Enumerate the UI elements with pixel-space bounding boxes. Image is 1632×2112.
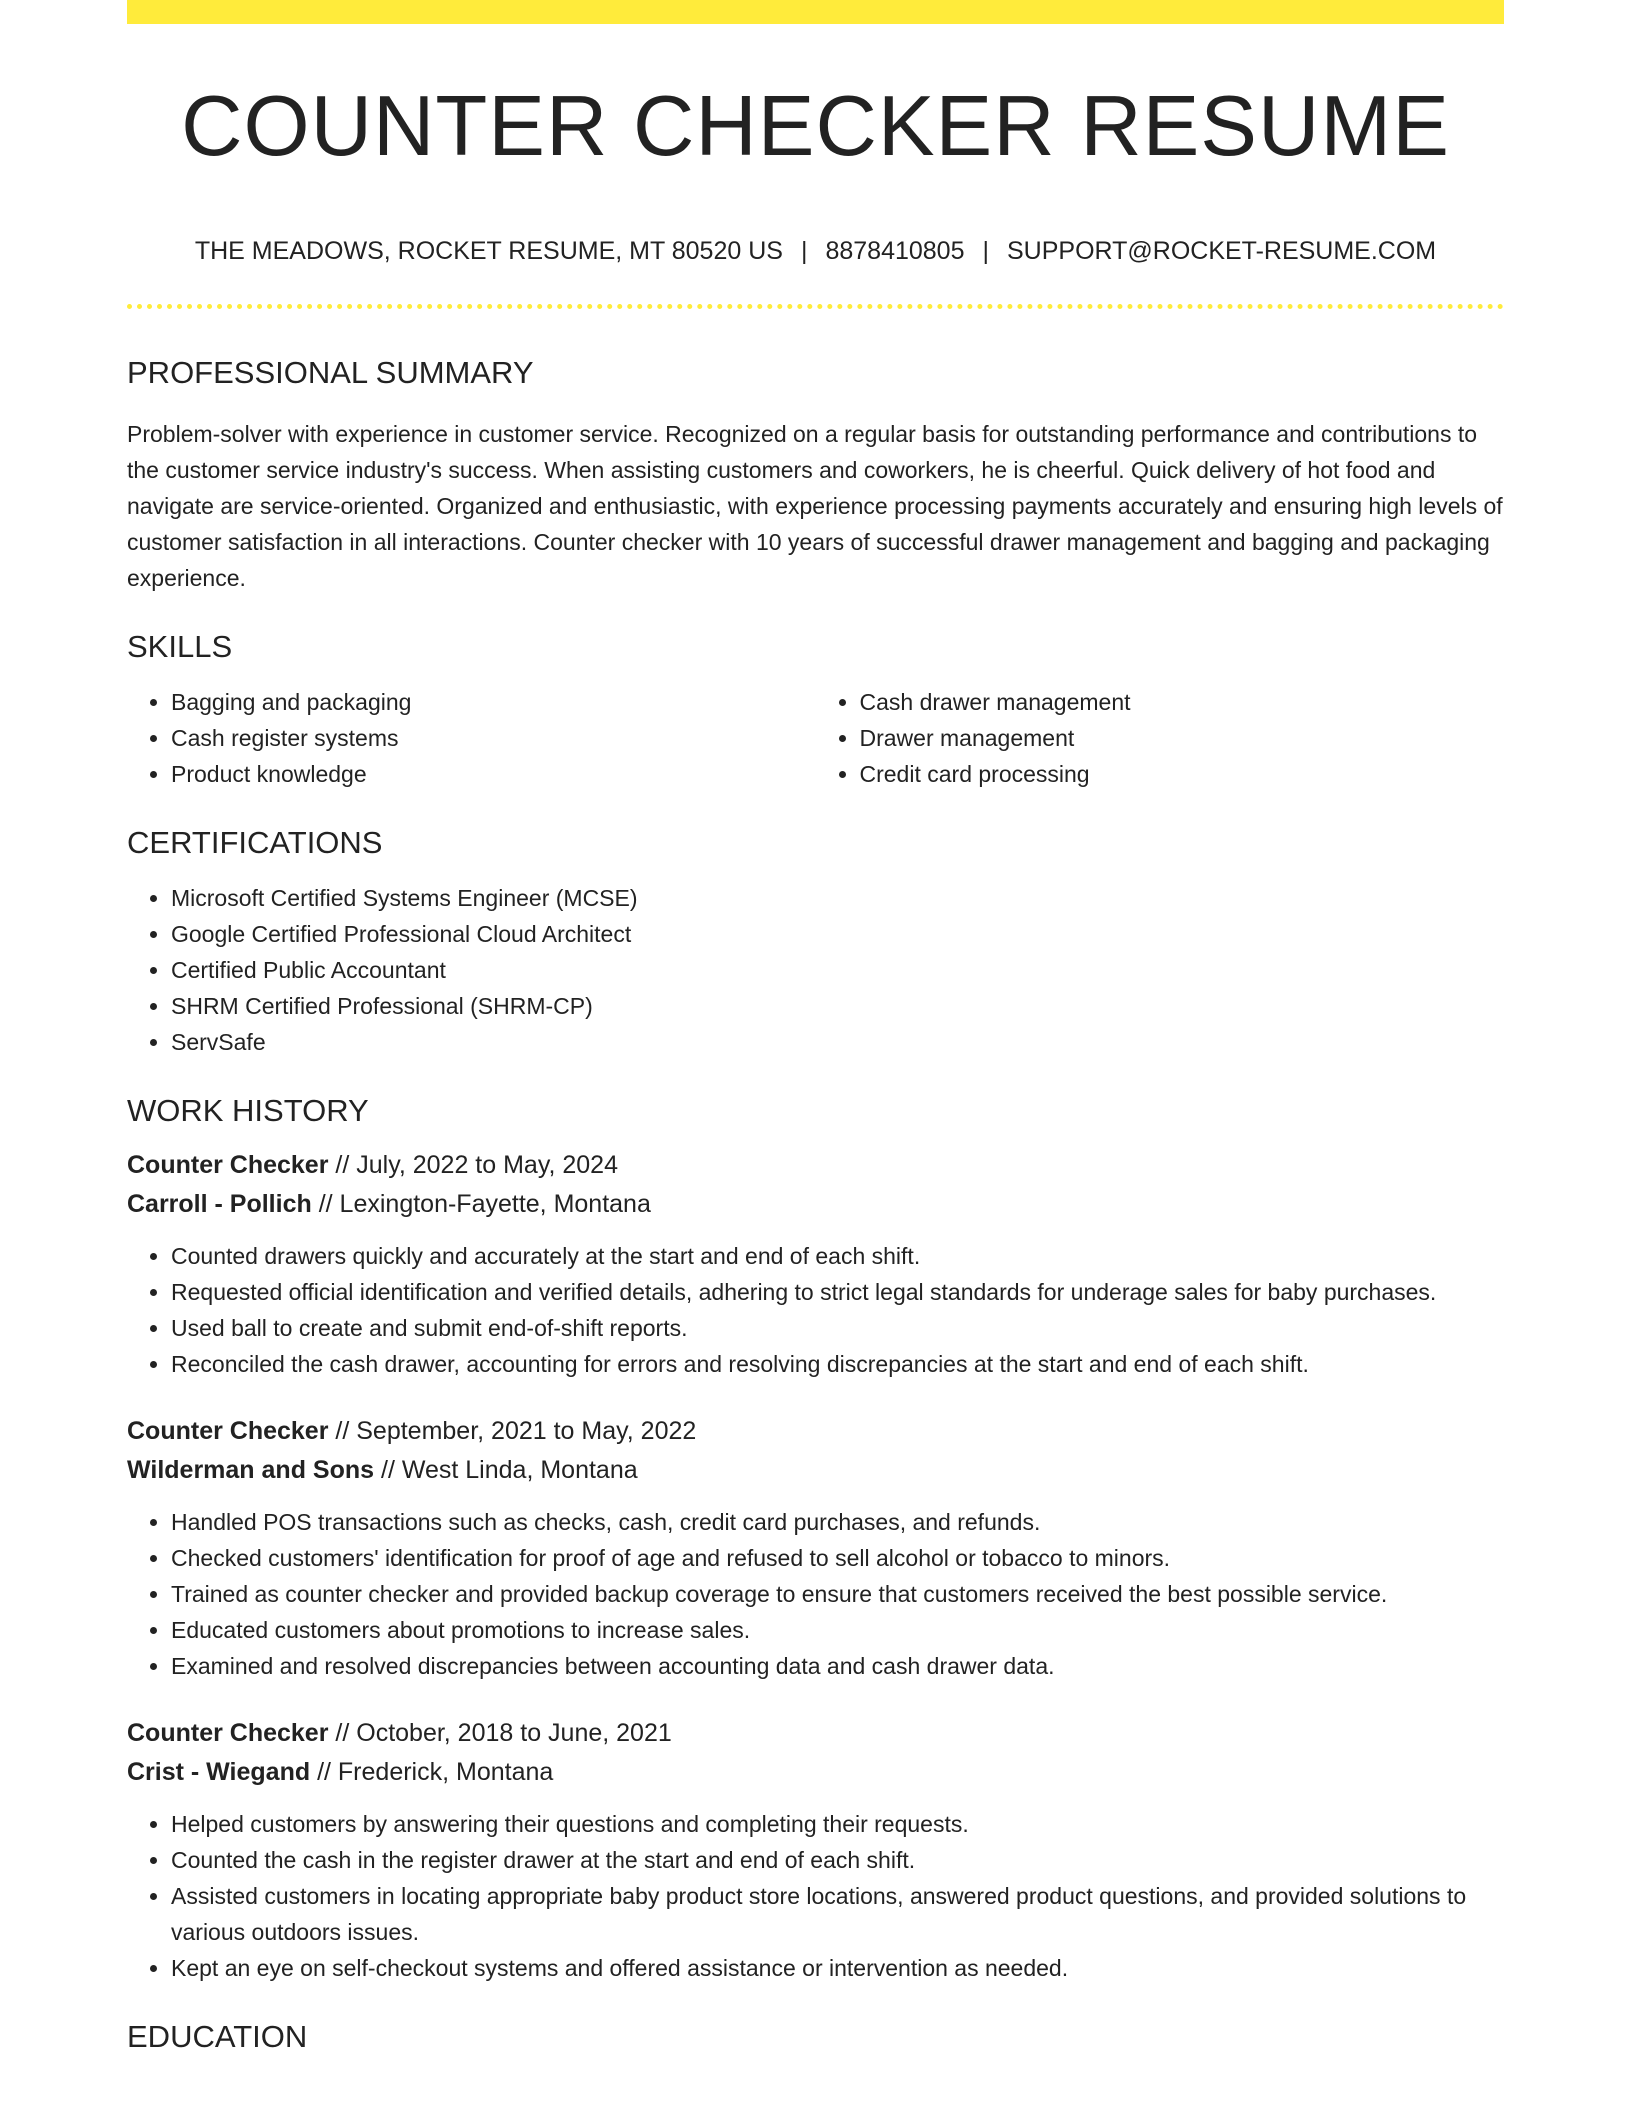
skill-item: • Drawer management	[860, 720, 1505, 756]
skills-list-right	[816, 684, 1505, 792]
job-entry	[127, 1412, 1504, 1684]
certification-item: • Certified Public Accountant	[171, 952, 1504, 988]
job-location: // Lexington-Fayette, Montana	[318, 1190, 651, 1218]
certifications-section	[127, 827, 1504, 1060]
job-bullet: • Handled POS transactions such as checks, cash, credit card purchases, and refunds.	[171, 1504, 1504, 1540]
job-bullet: • Counted drawers quickly and accurately at the start and end of each shift.	[171, 1238, 1504, 1274]
certification-item: • ServSafe	[171, 1024, 1504, 1060]
job-title-line	[127, 1714, 1504, 1753]
job-company: Wilderman and Sons	[127, 1456, 375, 1484]
certifications-list	[127, 880, 1504, 1060]
skills-columns	[127, 684, 1504, 792]
job-company-line	[127, 1451, 1504, 1490]
contact-address: THE MEADOWS, ROCKET RESUME, MT 80520 US	[194, 237, 783, 265]
skill-item: • Product knowledge	[171, 756, 816, 792]
job-bullet: • Reconciled the cash drawer, accounting for errors and resolving discrepancies at the start and end of each shift.	[171, 1346, 1504, 1382]
job-entry	[127, 1714, 1504, 1986]
contact-email: SUPPORT@ROCKET-RESUME.COM	[1007, 237, 1437, 265]
summary-text: Problem-solver with experience in customer service. Recognized on a regular basis for outstanding performance and contributions to the customer service industry's success. When assisting customers and coworkers, he is cheerful. Quick delivery of hot food and navigate are service-oriented. Organized and enthusiastic, with experience processing payments accurately and ensuring high levels of customer satisfaction in all interactions. Counter checker with 10 years of successful drawer management and bagging and packaging experience.	[127, 421, 1503, 591]
contact-line	[127, 239, 1504, 264]
job-bullets	[127, 1238, 1504, 1382]
job-bullet: • Assisted customers in locating appropriate baby product store locations, answered product questions, and provided solutions to various outdoors issues.	[171, 1878, 1504, 1950]
contact-separator: |	[800, 237, 808, 265]
job-location: // West Linda, Montana	[381, 1456, 638, 1484]
certification-item: • Microsoft Certified Systems Engineer (MCSE)	[171, 880, 1504, 916]
job-title-line	[127, 1146, 1504, 1185]
skill-item: • Credit card processing	[860, 756, 1505, 792]
job-location: // Frederick, Montana	[317, 1758, 554, 1786]
job-role: Counter Checker	[127, 1151, 329, 1179]
skills-section	[127, 631, 1504, 792]
contact-separator: |	[982, 237, 989, 265]
job-company: Carroll - Pollich	[127, 1190, 312, 1218]
job-bullet: • Trained as counter checker and provided backup coverage to ensure that customers received the best possible service.	[171, 1576, 1504, 1612]
resume-page	[127, 0, 1504, 2052]
section-heading-education: EDUCATION	[127, 2019, 308, 2054]
education-section	[127, 2021, 1504, 2052]
certification-item: • SHRM Certified Professional (SHRM-CP)	[171, 988, 1504, 1024]
job-role: Counter Checker	[127, 1719, 329, 1747]
job-dates: // September, 2021 to May, 2022	[335, 1417, 697, 1445]
resume-title: COUNTER CHECKER RESUME	[181, 79, 1450, 174]
job-company-line	[127, 1185, 1504, 1224]
job-bullet: • Kept an eye on self-checkout systems and offered assistance or intervention as needed.	[171, 1950, 1504, 1986]
job-dates: // July, 2022 to May, 2024	[335, 1151, 618, 1179]
job-bullet: • Helped customers by answering their questions and completing their requests.	[171, 1806, 1504, 1842]
section-heading-work-history: WORK HISTORY	[127, 1093, 369, 1128]
dotted-divider	[127, 304, 1504, 309]
certification-item: • Google Certified Professional Cloud Architect	[171, 916, 1504, 952]
job-company: Crist - Wiegand	[127, 1758, 311, 1786]
section-heading-certifications: CERTIFICATIONS	[127, 825, 383, 860]
work-history-section	[127, 1095, 1504, 1986]
job-role: Counter Checker	[127, 1417, 329, 1445]
job-bullet: • Examined and resolved discrepancies between accounting data and cash drawer data.	[171, 1648, 1504, 1684]
summary-section	[127, 357, 1504, 596]
job-title-line	[127, 1412, 1504, 1451]
top-accent-bar	[127, 0, 1504, 24]
job-bullet: • Used ball to create and submit end-of-shift reports.	[171, 1310, 1504, 1346]
job-bullets	[127, 1504, 1504, 1684]
section-heading-summary: PROFESSIONAL SUMMARY	[127, 355, 534, 390]
job-company-line	[127, 1753, 1504, 1792]
job-bullets	[127, 1806, 1504, 1986]
skill-item: • Bagging and packaging	[171, 684, 816, 720]
contact-phone: 8878410805	[825, 237, 965, 265]
job-bullet: • Counted the cash in the register drawer at the start and end of each shift.	[171, 1842, 1504, 1878]
skill-item: • Cash drawer management	[860, 684, 1505, 720]
job-dates: // October, 2018 to June, 2021	[335, 1719, 672, 1747]
job-entry	[127, 1146, 1504, 1382]
job-bullet: • Checked customers' identification for proof of age and refused to sell alcohol or tobacco to minors.	[171, 1540, 1504, 1576]
skills-list-left	[127, 684, 816, 792]
job-bullet: • Educated customers about promotions to increase sales.	[171, 1612, 1504, 1648]
job-bullet: • Requested official identification and verified details, adhering to strict legal standards for underage sales for baby purchases.	[171, 1274, 1504, 1310]
skill-item: • Cash register systems	[171, 720, 816, 756]
section-heading-skills: SKILLS	[127, 629, 233, 664]
